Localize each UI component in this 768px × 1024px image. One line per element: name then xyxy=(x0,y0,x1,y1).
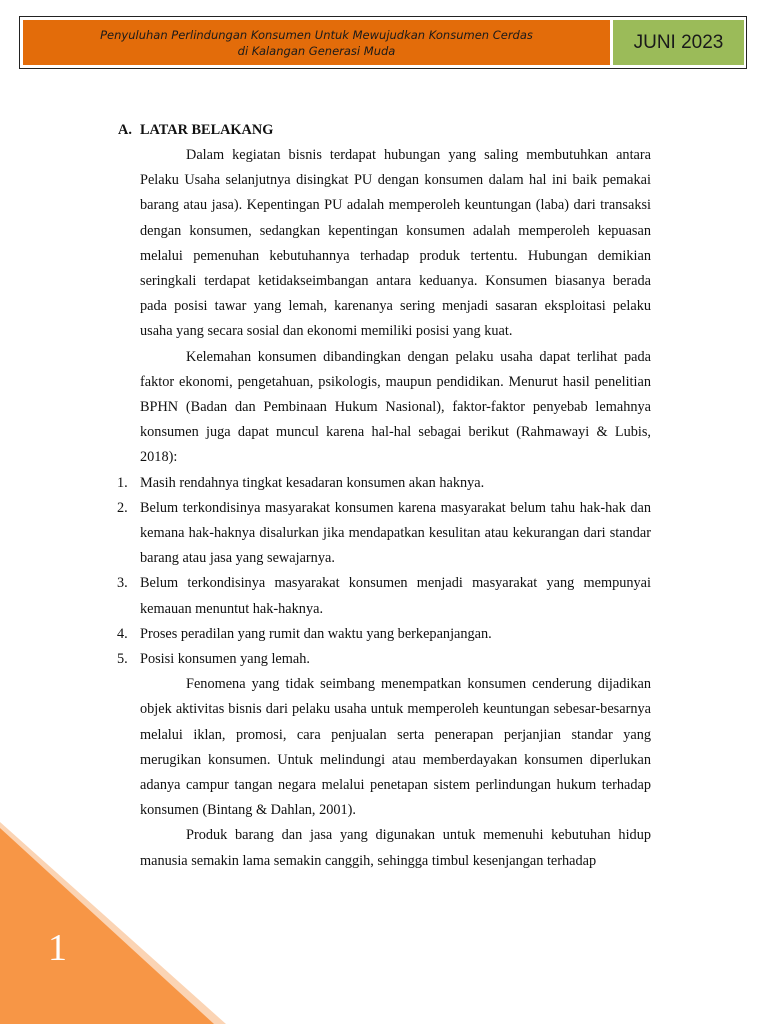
list-item xyxy=(117,496,651,572)
list-item xyxy=(117,571,651,621)
header-title-line1: Penyuluhan Perlindungan Konsumen Untuk Mewujudkan Konsumen Cerdas xyxy=(100,27,533,42)
header-title-line2: di Kalangan Generasi Muda xyxy=(237,43,396,58)
list-item-number: 1. xyxy=(117,474,128,491)
body-content xyxy=(117,118,651,874)
section-number: A. xyxy=(118,122,132,138)
list-item-text: Masih rendahnya tingkat kesadaran konsumen akan haknya. xyxy=(140,474,485,491)
list-item-text: Proses peradilan yang rumit dan waktu yang berkepanjangan. xyxy=(140,625,492,642)
list-item-text: Posisi konsumen yang lemah. xyxy=(140,651,310,668)
list-item-text: Belum terkondisinya masyarakat konsumen karena masyarakat belum tahu hak-hak dan kemana hak-haknya disalurkan jika mendapatkan kesulitan atau kekurangan dari standar barang atau jasa yang sewajarnya. xyxy=(140,499,651,567)
list-item xyxy=(117,622,651,647)
paragraph-4: Produk barang dan jasa yang digunakan untuk memenuhi kebutuhan hidup manusia semakin lama semakin canggih, sehingga timbul kesenjangan terhadap xyxy=(140,827,651,869)
factor-list xyxy=(117,471,651,673)
header-date: JUNI 2023 xyxy=(613,20,744,65)
paragraph-1: Dalam kegiatan bisnis terdapat hubungan yang saling membutuhkan antara Pelaku Usaha selanjutnya disingkat PU dengan konsumen dalam hal ini baik pemakai barang atau jasa). Kepentingan PU adalah memperoleh keuntungan (laba) dari transaksi dengan konsumen, sedangkan kepentingan konsumen adalah memperoleh kepuasan melalui pemenuhan kebutuhannya terhadap produk tertentu. Hubungan demikian seringkali terdapat ketidakseimbangan antara keduanya. Konsumen biasanya berada pada posisi tawar yang lemah, karenanya sering menjadi sasaran eksploitasi pelaku usaha yang secara sosial dan ekonomi memiliki posisi yang kuat. xyxy=(140,147,651,340)
list-item-text: Belum terkondisinya masyarakat konsumen menjadi masyarakat yang mempunyai kemauan menuntut hak-haknya. xyxy=(140,575,651,617)
page-number: 1 xyxy=(48,927,67,969)
list-item-number: 5. xyxy=(117,651,128,668)
header-title xyxy=(23,20,610,65)
list-item-number: 3. xyxy=(117,575,128,592)
paragraph-2: Kelemahan konsumen dibandingkan dengan pelaku usaha dapat terlihat pada faktor ekonomi, pengetahuan, psikologis, maupun pendidikan. Menurut hasil penelitian BPHN (Badan dan Pembinaan Hukum Nasional), faktor-faktor penyebab lemahnya konsumen juga dapat muncul karena hal-hal sebagai berikut (Rahmawayi & Lubis, 2018): xyxy=(140,348,651,466)
section-title: LATAR BELAKANG xyxy=(140,122,274,138)
paragraph-3: Fenomena yang tidak seimbang menempatkan konsumen cenderung dijadikan objek aktivitas bisnis dari pelaku usaha untuk memperoleh keuntungan sebesar-besarnya melalui iklan, promosi, cara penjualan serta penerapan perjanjian standar yang merugikan konsumen. Untuk melindungi atau memberdayakan konsumen diperlukan adanya campur tangan negara melalui penetapan sistem perlindungan hukum terhadap konsumen (Bintang & Dahlan, 2001). xyxy=(140,676,651,819)
list-item-number: 4. xyxy=(117,625,128,642)
list-item xyxy=(117,647,651,672)
corner-triangle xyxy=(0,818,230,1024)
list-item xyxy=(117,471,651,496)
list-item-number: 2. xyxy=(117,499,128,516)
